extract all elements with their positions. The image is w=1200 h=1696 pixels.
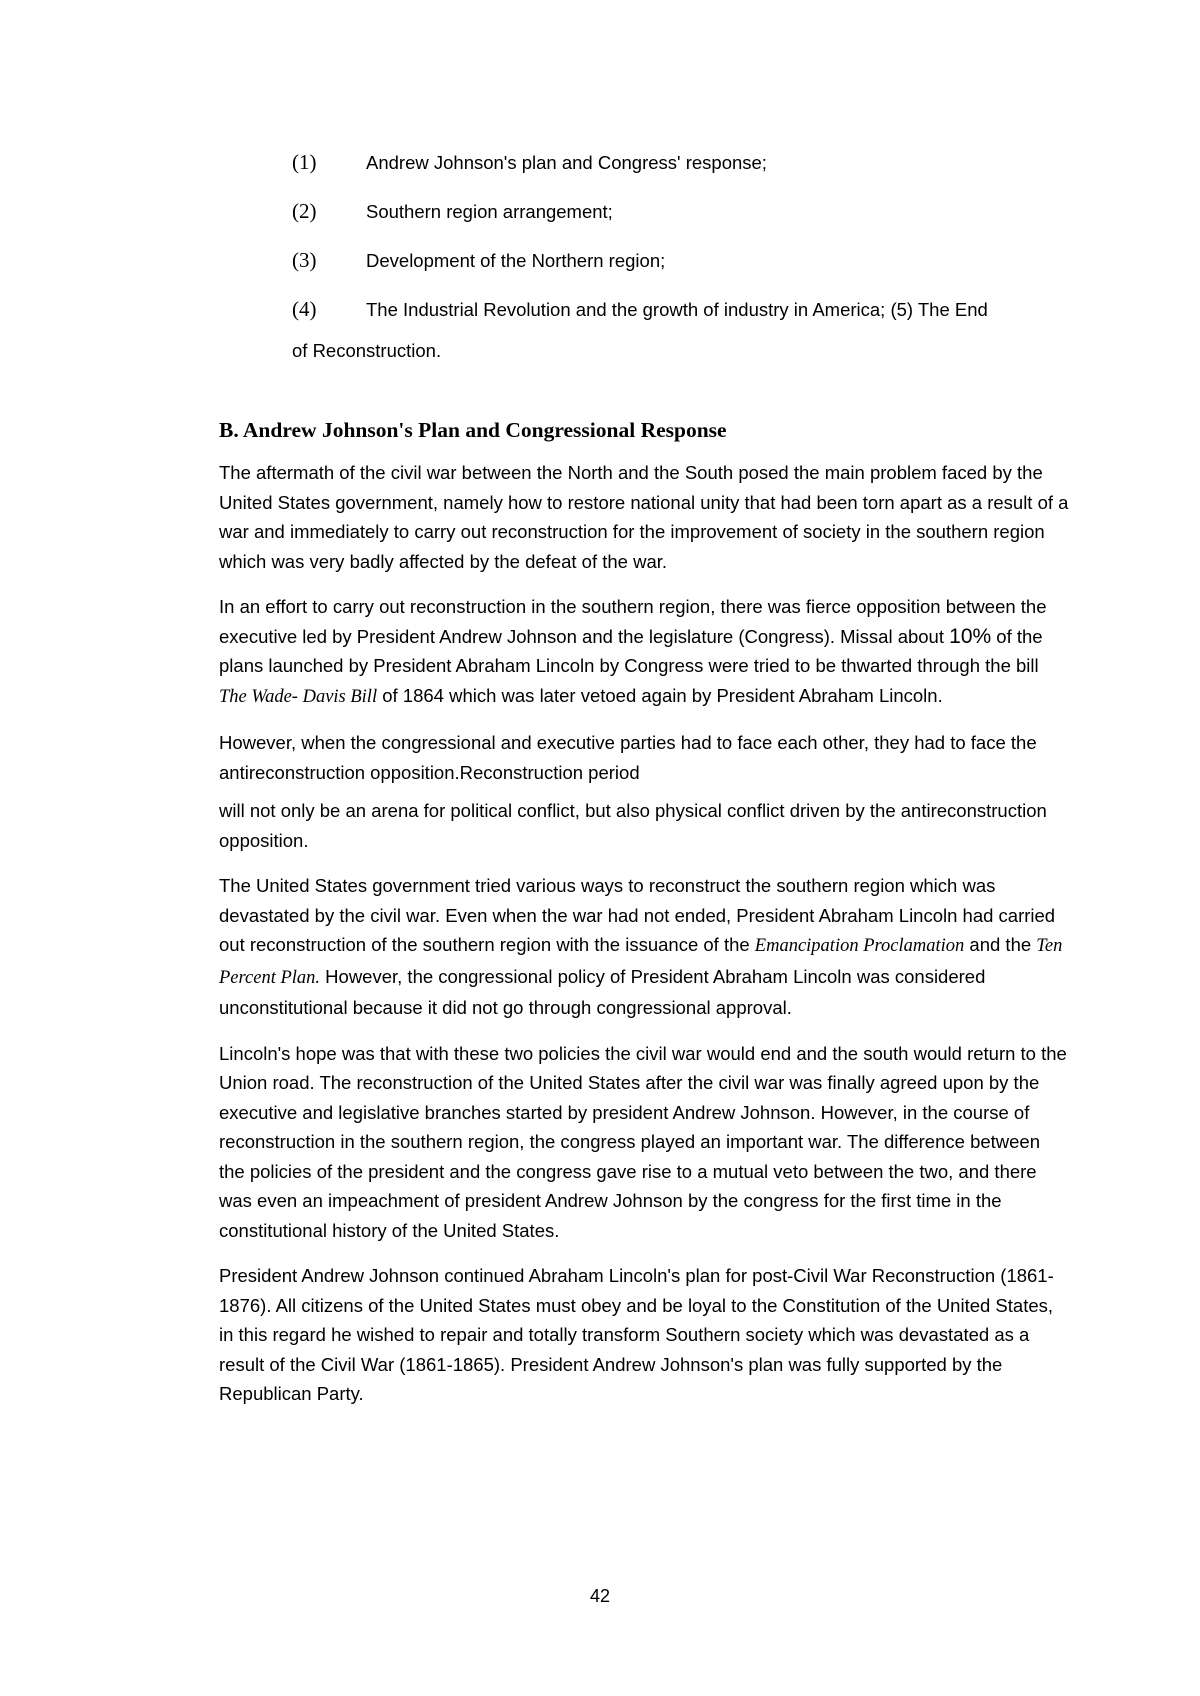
paragraph-government-ways	[219, 871, 1069, 1023]
list-continuation: of Reconstruction.	[292, 340, 442, 361]
paragraph-text: and the	[964, 934, 1037, 955]
percent-value: 10%	[949, 624, 992, 648]
numbered-list	[292, 150, 1082, 364]
paragraph-text: In an effort to carry out reconstruction in the southern region, there was fierce opposition between the executive led by President Andrew Johnson and the legislature (Congress). Missal about	[219, 596, 1047, 647]
section-body	[219, 458, 1069, 1425]
section-heading: B. Andrew Johnson's Plan and Congressional Response	[219, 418, 727, 442]
list-item-number: (3)	[292, 248, 317, 272]
paragraph-text: of 1864 which was later vetoed again by President Abraham Lincoln.	[377, 684, 943, 706]
paragraph-johnson-plan: President Andrew Johnson continued Abraham Lincoln's plan for post-Civil War Reconstruction (1861-1876). All citizens of the United States must obey and be loyal to the Constitution of the United States, in this regard he wished to repair and totally transform Southern society which was devastated as a result of the Civil War (1861-1865). President Andrew Johnson's plan was fully supported by the Republican Party.	[219, 1265, 1054, 1404]
list-item	[292, 150, 1082, 199]
list-item-text: Andrew Johnson's plan and Congress' response;	[366, 152, 767, 173]
page-number: 42	[589, 1586, 611, 1606]
paragraph-text: of the plans launched by President Abraham Lincoln by Congress were tried to be thwarted through the bill	[219, 625, 1043, 676]
list-item-text: Southern region arrangement;	[366, 201, 613, 222]
list-item	[292, 248, 1082, 297]
emancipation-title: Emancipation Proclamation	[754, 936, 965, 956]
list-item-text: The Industrial Revolution and the growth of industry in America; (5) The End	[366, 299, 988, 320]
paragraph-antireconstruction: However, when the congressional and executive parties had to face each other, they had to face the antireconstruction opposition.Reconstruction period	[219, 732, 1037, 783]
paragraph-lincoln-hope: Lincoln's hope was that with these two policies the civil war would end and the south would return to the Union road. The reconstruction of the United States after the civil war was finally agreed upon by the executive and legislative branches started by president Andrew Johnson. However, in the course of reconstruction in the southern region, the congress played an important war. The difference between the policies of the president and the congress gave rise to a mutual veto between the two, and there was even an impeachment of president Andrew Johnson by the congress for the first time in the constitutional history of the United States.	[219, 1042, 1067, 1241]
paragraph-text: However, the congressional policy of President Abraham Lincoln was considered unconstitutional because it did not go through congressional approval.	[219, 965, 986, 1018]
list-item	[292, 199, 1082, 248]
paragraph-conflict: will not only be an arena for political conflict, but also physical conflict driven by the antireconstruction opposition.	[219, 800, 1047, 851]
paragraph-opposition	[219, 592, 1069, 712]
list-item-number: (1)	[292, 150, 317, 174]
paragraph-aftermath: The aftermath of the civil war between the North and the South posed the main problem faced by the United States government, namely how to restore national unity that had been torn apart as a result of a war and immediately to carry out reconstruction for the improvement of society in the southern region which was very badly affected by the defeat of the war.	[219, 462, 1069, 572]
list-item-number: (4)	[292, 297, 317, 321]
paragraph-text: The United States government tried various ways to reconstruct the southern region which was devastated by the civil war. Even when the war had not ended, President Abraham Lincoln had carried out reconstruction of the southern region with the issuance of the	[219, 875, 1056, 955]
list-item-number: (2)	[292, 199, 317, 223]
bill-title: The Wade- Davis Bill	[219, 686, 378, 707]
list-item-text: Development of the Northern region;	[366, 250, 666, 271]
ten-percent-plan-title: Ten Percent Plan.	[219, 936, 1063, 988]
